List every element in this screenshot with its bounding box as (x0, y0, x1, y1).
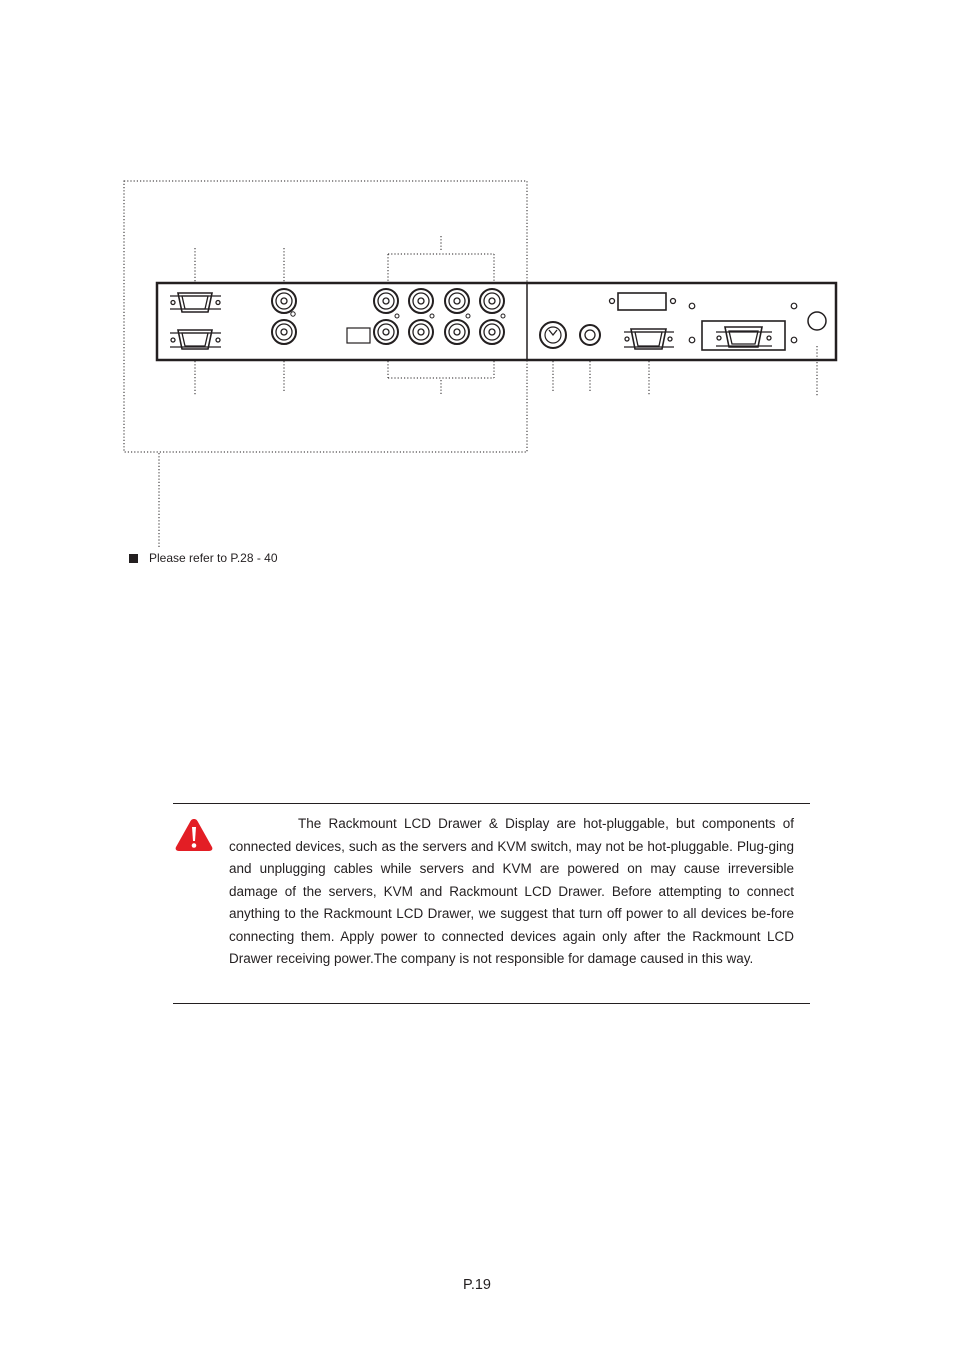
vga-connector-icon (170, 293, 221, 312)
vga-connector-icon (170, 330, 221, 349)
power-socket-icon (808, 312, 826, 330)
vga-connector-icon (716, 327, 772, 347)
page-number: P.19 (463, 1277, 491, 1293)
bnc-connector-icon (445, 289, 470, 318)
vga-connector-icon (624, 329, 674, 349)
ps2-connector-icon (540, 322, 566, 348)
caution-bottom-rule (173, 1003, 810, 1004)
bnc-connector-icon (445, 320, 469, 344)
reference-note-text: Please refer to P.28 - 40 (149, 551, 278, 565)
caution-text: The Rackmount LCD Drawer & Display are hot-pluggable, but components of connected devices, such as the servers and KVM switch, may not be hot-pluggable. Plug-ging and unplugging cables while servers and KVM are powered on may cause irreversible damage of the servers, KVM and Rackmount LCD Drawer. Before attempting to connect anything to the Rackmount LCD Drawer, we suggest that turn off power to all devices be-fore connecting them. Apply power to connected devices again only after the Rackmount LCD Drawer receiving power.The company is not responsible for damage caused in this way. (229, 816, 794, 966)
warning-icon (174, 817, 214, 853)
bnc-connector-icon (272, 320, 296, 344)
bnc-connector-icon (409, 320, 433, 344)
bnc-connector-icon (480, 289, 505, 318)
bullet-square-icon (129, 554, 138, 563)
reference-note (129, 551, 278, 565)
bnc-connector-icon (374, 289, 399, 318)
bnc-connector-icon (272, 289, 296, 316)
bnc-connector-icon (409, 289, 434, 318)
rear-panel-diagram (0, 0, 954, 600)
audio-jack-icon (580, 325, 600, 345)
switch-icon (347, 328, 370, 343)
dvi-connector-icon (610, 293, 676, 310)
bnc-connector-icon (480, 320, 504, 344)
bnc-connector-icon (374, 320, 398, 344)
caution-top-rule (173, 803, 810, 804)
